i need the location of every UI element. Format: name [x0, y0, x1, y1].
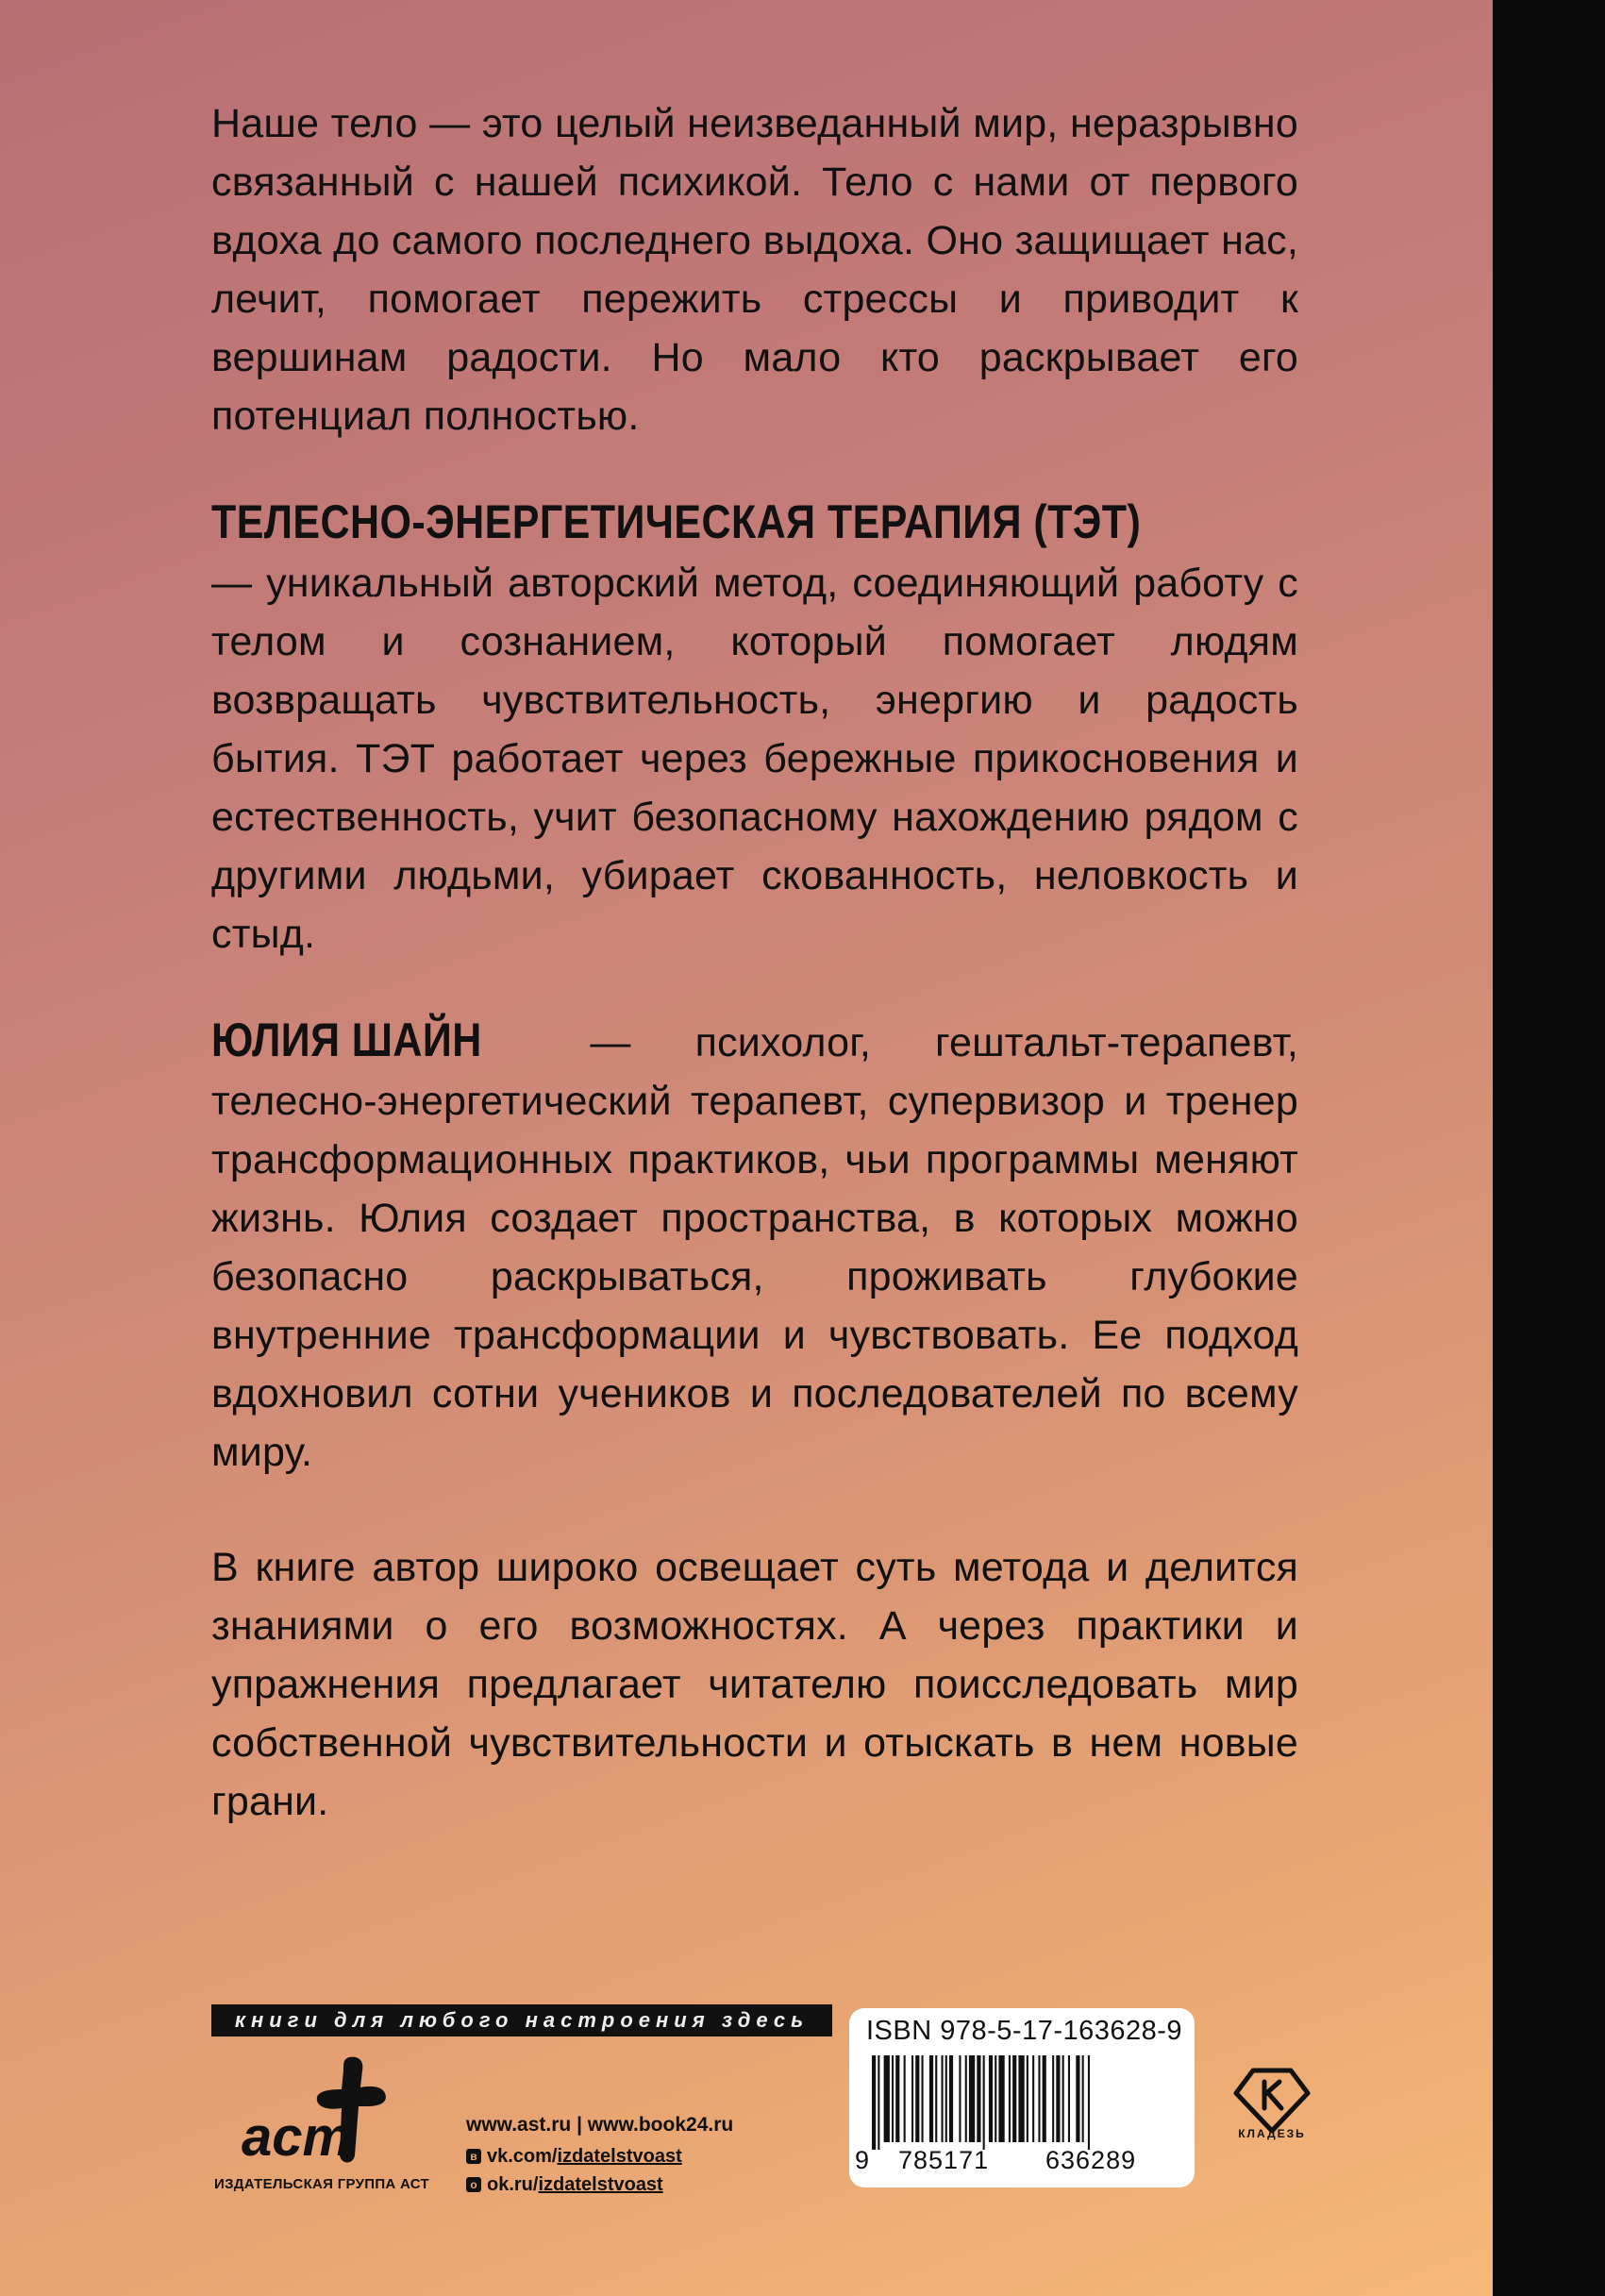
author-name: ЮЛИЯ ШАЙН: [211, 1014, 482, 1066]
intro-paragraph: Наше тело — это целый неизведанный мир, неразрывно связанный с нашей психикой. Тело с нами от первого вдоха до самого последнего выдоха. Оно защищает нас, лечит, помогает пережить стрессы и приводит к вершинам радости. Но мало кто раскрывает его потенциал полностью.: [211, 101, 1298, 439]
barcode-bar: [977, 2055, 980, 2142]
isbn-number: ISBN 978-5-17-163628-9: [866, 2016, 1183, 2046]
barcode-left-digits: 785171: [898, 2146, 990, 2174]
barcode-bar: [1027, 2055, 1028, 2142]
tagline-banner: книги для любого настроения здесь: [211, 2004, 832, 2036]
logo-wordmark: аст: [242, 2106, 352, 2168]
method-paragraph: [211, 493, 1298, 964]
ok-prefix: ok.ru/: [487, 2174, 539, 2195]
barcode-panel: [849, 2008, 1195, 2187]
ok-icon: о: [466, 2177, 481, 2192]
vk-link[interactable]: [466, 2142, 733, 2170]
barcode-icon: [872, 2055, 1183, 2150]
barcode-bar: [872, 2055, 876, 2150]
barcode-bar: [1076, 2055, 1079, 2142]
barcode-bar: [884, 2055, 890, 2142]
barcode-lead-digit: 9: [855, 2146, 871, 2174]
barcode-bar: [965, 2055, 967, 2142]
barcode-bar: [892, 2055, 894, 2142]
barcode-bar: [1043, 2055, 1046, 2142]
barcode-bar: [915, 2055, 919, 2142]
barcode-bar: [959, 2055, 961, 2142]
barcode-bar: [942, 2055, 944, 2142]
book-summary-paragraph: В книге автор широко освещает суть метода и делится знаниями о его возможностях. А через практики и упражнения предлагает читателю поисследовать мир собственной чувствительности и отыскать в нем новые грани.: [211, 1545, 1298, 1824]
vk-handle: izdatelstvoast: [557, 2146, 682, 2167]
barcode-bar: [989, 2055, 993, 2142]
method-heading: ТЕЛЕСНО-ЭНЕРГЕТИЧЕСКАЯ ТЕРАПИЯ (ТЭТ): [211, 495, 1142, 548]
ok-handle: izdatelstvoast: [538, 2174, 663, 2195]
author-paragraph: [211, 1011, 1298, 1482]
vk-prefix: vk.com/: [487, 2146, 558, 2167]
barcode-bar: [998, 2055, 1004, 2142]
barcode-bar: [1018, 2055, 1024, 2142]
barcode-bar: [1052, 2055, 1054, 2142]
barcode-bar: [911, 2055, 913, 2142]
ast-logo-icon: [238, 2050, 398, 2172]
barcode-bar: [895, 2055, 899, 2142]
barcode-bar: [922, 2055, 924, 2142]
description-text: [211, 94, 1298, 1831]
barcode-bar: [1032, 2055, 1034, 2142]
barcode-bar: [935, 2055, 937, 2142]
barcode-bar: [1088, 2055, 1090, 2150]
barcode-bar: [1038, 2055, 1040, 2142]
ok-link[interactable]: [466, 2170, 733, 2199]
barcode-bar: [995, 2055, 996, 2142]
barcode-bar: [949, 2055, 953, 2142]
publisher-links: [466, 2108, 733, 2199]
imprint-name: КЛАДЕЗЬ: [1238, 2127, 1306, 2140]
book-spine: [1493, 0, 1605, 2296]
barcode-bar: [969, 2055, 975, 2142]
barcode-right-digits: 636289: [1045, 2146, 1137, 2174]
website-links[interactable]: www.ast.ru | www.book24.ru: [466, 2114, 734, 2136]
barcode-bar: [1056, 2055, 1060, 2142]
vk-icon: в: [466, 2149, 481, 2164]
barcode-bar: [1082, 2055, 1084, 2142]
barcode-bar: [945, 2055, 947, 2142]
barcode-bar: [1012, 2055, 1016, 2142]
barcode-bar: [1068, 2055, 1070, 2142]
author-bio: — психолог, гештальт-терапевт, телесно-энергетический терапевт, супервизор и тренер трансформационных практиков, чьи программы меняют жизнь. Юлия создает пространства, в которых можно безопасно раскрываться, проживать глубокие внутренние трансформации и чувствовать. Ее подход вдохновил сотни учеников и последователей по всему миру.: [211, 1020, 1298, 1475]
publisher-caption: ИЗДАТЕЛЬСКАЯ ГРУППА АСТ: [213, 2176, 429, 2192]
barcode-bar: [1062, 2055, 1064, 2142]
barcode-bar: [878, 2055, 879, 2150]
barcode-bar: [983, 2055, 985, 2150]
barcode-bar: [1009, 2055, 1011, 2142]
method-description: — уникальный авторский метод, соединяющий работу с телом и сознанием, который помогает людям возвращать чувствительность, энергию и радость бытия. ТЭТ работает через бережные прикосновения и естественность, учит безопасному нахождению рядом с другими людьми, убирает скованность, неловкость и стыд.: [211, 561, 1298, 957]
barcode-bar: [929, 2055, 933, 2142]
barcode-bar: [904, 2055, 906, 2142]
